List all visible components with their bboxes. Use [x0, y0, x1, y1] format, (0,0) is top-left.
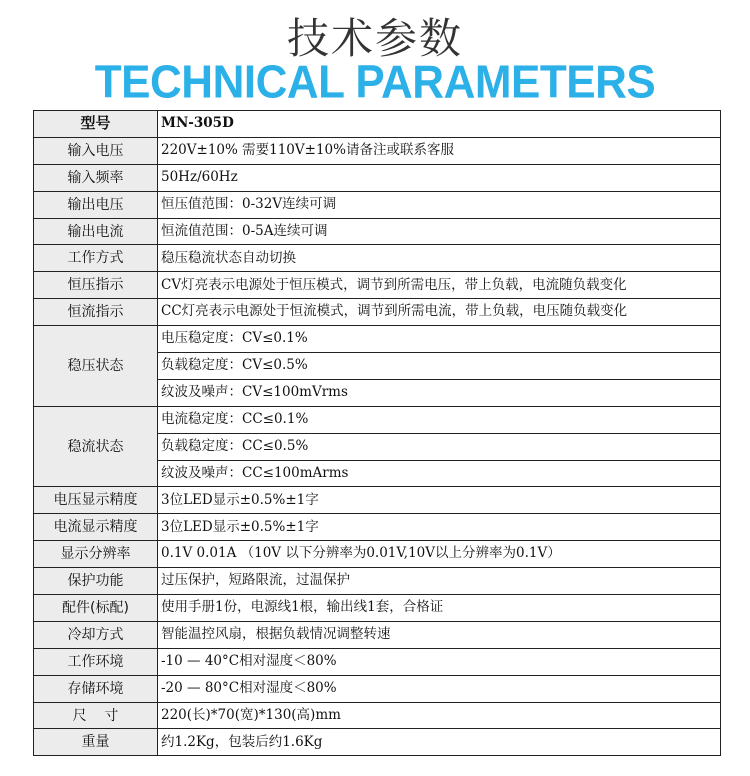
row-label: 保护功能 [34, 568, 158, 595]
table-row [34, 191, 721, 218]
table-row [34, 406, 721, 433]
table-row [34, 326, 721, 353]
row-value: 3位LED显示±0.5%±1字 [158, 514, 721, 541]
table-row [34, 621, 721, 648]
row-label: 工作方式 [34, 245, 158, 272]
row-value: 220(长)*70(宽)*130(高)mm [158, 702, 721, 729]
row-value: 50Hz/60Hz [158, 164, 721, 191]
row-label: 输出电压 [34, 191, 158, 218]
row-value: 恒压值范围：0-32V连续可调 [158, 191, 721, 218]
table-row [34, 218, 721, 245]
row-value: CV灯亮表示电源处于恒压模式，调节到所需电压，带上负载，电流随负载变化 [158, 272, 721, 299]
row-value: 电压稳定度：CV≤0.1% [158, 326, 721, 353]
row-value: 0.1V 0.01A （10V 以下分辨率为0.01V,10V以上分辨率为0.1V） [158, 541, 721, 568]
table-row [34, 541, 721, 568]
row-value: 恒流值范围：0-5A连续可调 [158, 218, 721, 245]
row-value: 纹波及噪声：CV≤100mVrms [158, 379, 721, 406]
row-label: 重量 [34, 729, 158, 756]
page-title-cn: 技术参数 [286, 14, 463, 63]
row-label: 存储环境 [34, 675, 158, 702]
row-label: 尺 寸 [34, 702, 158, 729]
table-row [34, 137, 721, 164]
table-row [34, 514, 721, 541]
row-label: 型号 [34, 111, 158, 138]
row-label: 稳流状态 [34, 406, 158, 487]
row-value: 约1.2Kg，包装后约1.6Kg [158, 729, 721, 756]
table-row [34, 675, 721, 702]
table-row [34, 245, 721, 272]
row-label: 显示分辨率 [34, 541, 158, 568]
table-row [34, 595, 721, 622]
parameters-table [33, 110, 721, 756]
table-row [34, 299, 721, 326]
row-label: 输出电流 [34, 218, 158, 245]
row-label: 电压显示精度 [34, 487, 158, 514]
table-row [34, 702, 721, 729]
row-value: 使用手册1份，电源线1根，输出线1套，合格证 [158, 595, 721, 622]
row-value: 负载稳定度：CV≤0.5% [158, 353, 721, 380]
row-value: CC灯亮表示电源处于恒流模式，调节到所需电流，带上负载，电压随负载变化 [158, 299, 721, 326]
row-label: 配件(标配) [34, 595, 158, 622]
row-value: 纹波及噪声：CC≤100mArms [158, 460, 721, 487]
row-label: 工作环境 [34, 648, 158, 675]
table-row [34, 111, 721, 138]
row-value: 220V±10% 需要110V±10%请备注或联系客服 [158, 137, 721, 164]
row-label: 稳压状态 [34, 326, 158, 407]
row-value: 智能温控风扇，根据负载情况调整转速 [158, 621, 721, 648]
row-value: 负载稳定度：CC≤0.5% [158, 433, 721, 460]
table-row [34, 487, 721, 514]
row-value: 稳压稳流状态自动切换 [158, 245, 721, 272]
row-label: 电流显示精度 [34, 514, 158, 541]
row-value: -20 — 80°C相对湿度＜80% [158, 675, 721, 702]
row-value: 电流稳定度：CC≤0.1% [158, 406, 721, 433]
table-row [34, 568, 721, 595]
row-label: 输入电压 [34, 137, 158, 164]
row-value: MN-305D [158, 111, 721, 138]
table-row [34, 648, 721, 675]
row-label: 恒流指示 [34, 299, 158, 326]
table-row [34, 729, 721, 756]
page-title-en: TECHNICAL PARAMETERS [94, 56, 656, 109]
row-value: 3位LED显示±0.5%±1字 [158, 487, 721, 514]
row-value: 过压保护，短路限流，过温保护 [158, 568, 721, 595]
row-label: 恒压指示 [34, 272, 158, 299]
table-row [34, 272, 721, 299]
table-row [34, 164, 721, 191]
row-label: 冷却方式 [34, 621, 158, 648]
row-value: -10 — 40°C相对湿度＜80% [158, 648, 721, 675]
row-label: 输入频率 [34, 164, 158, 191]
